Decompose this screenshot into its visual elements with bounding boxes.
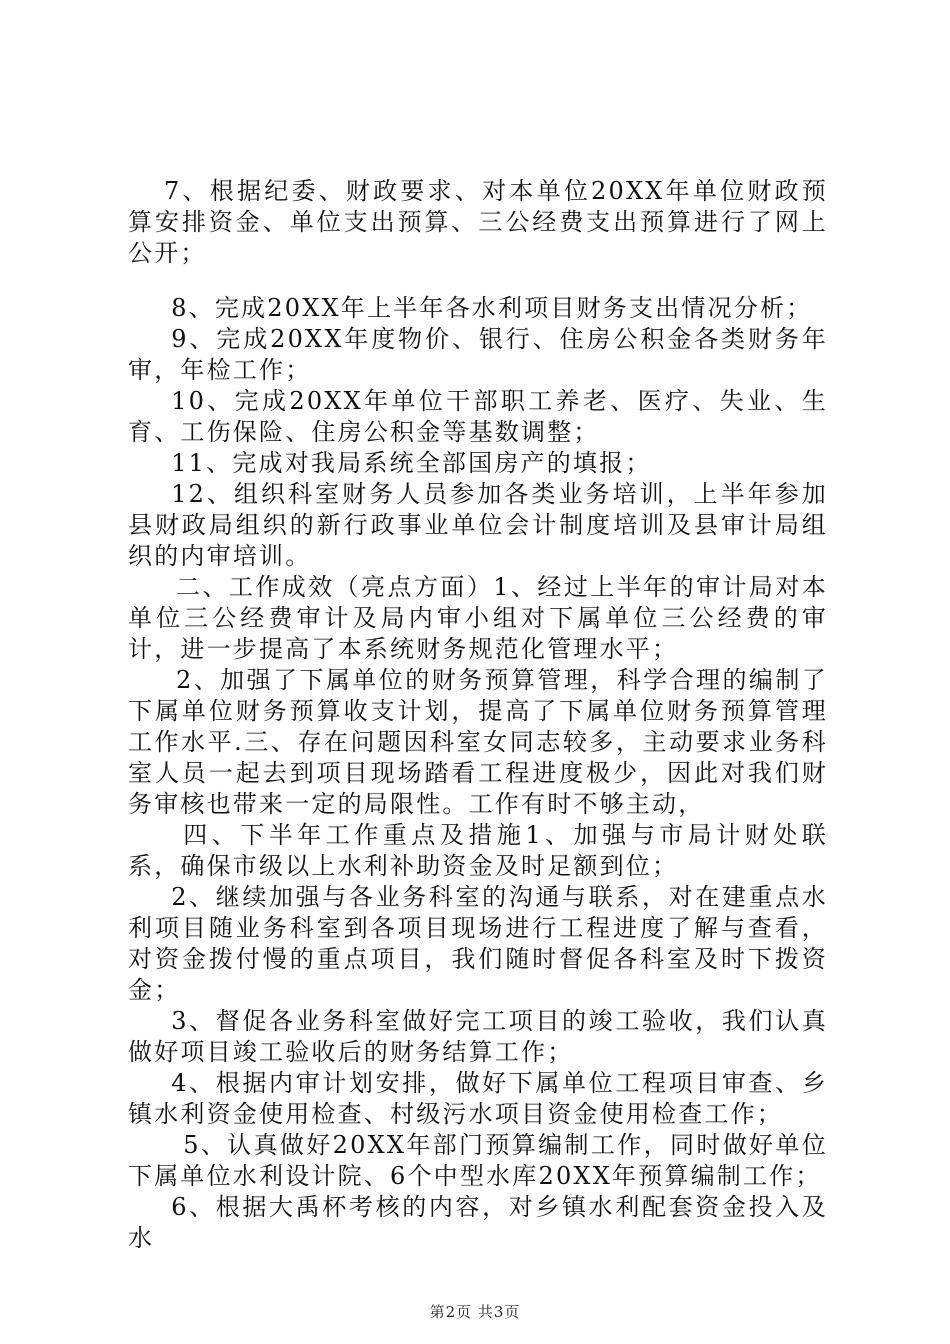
page-footer: 第2页 共3页 xyxy=(429,1303,521,1321)
paragraph-plan-6: 6、根据大禹杯考核的内容，对乡镇水利配套资金投入及水 xyxy=(128,1193,828,1252)
paragraph-item-10: 10、完成20XX年单位干部职工养老、医疗、失业、生育、工伤保险、住房公积金等基数调整； xyxy=(128,387,828,446)
paragraph-item-11: 11、完成对我局系统全部国房产的填报； xyxy=(171,449,652,477)
paragraph-item-12: 12、组织科室财务人员参加各类业务培训，上半年参加县财政局组织的新行政事业单位会计制度培训及县审计局组织的内审培训。 xyxy=(128,480,828,570)
paragraph-plan-4: 4、根据内审计划安排，做好下属单位工程项目审查、乡镇水利资金使用检查、村级污水项目资金使用检查工作； xyxy=(128,1069,828,1128)
paragraph-plan-5: 5、认真做好20XX年部门预算编制工作，同时做好单位下属单位水利设计院、6个中型水库20XX年预算编制工作； xyxy=(128,1131,828,1190)
document-body xyxy=(128,176,828,1254)
paragraph-section-plans: 四、下半年工作重点及措施1、加强与市局计财处联系，确保市级以上水利补助资金及时足额到位； xyxy=(128,821,828,880)
paragraph-section-results: 二、工作成效（亮点方面）1、经过上半年的审计局对本单位三公经费审计及局内审小组对下属单位三公经费的审计，进一步提高了本系统财务规范化管理水平； xyxy=(128,573,828,663)
paragraph-item-8: 8、完成20XX年上半年各水利项目财务支出情况分析； xyxy=(171,294,813,322)
paragraph-section-problems: 2、加强了下属单位的财务预算管理，科学合理的编制了下属单位财务预算收支计划，提高了下属单位财务预算管理工作水平.三、存在问题因科室女同志较多，主动要求业务科室人员一起去到项目现场踏看工程进度极少，因此对我们财务审核也带来一定的局限性。工作有时不够主动， xyxy=(128,666,828,818)
paragraph-item-7: 7、根据纪委、财政要求、对本单位20XX年单位财政预算安排资金、单位支出预算、三公经费支出预算进行了网上公开； xyxy=(128,177,828,267)
paragraph-item-9: 9、完成20XX年度物价、银行、住房公积金各类财务年审，年检工作； xyxy=(128,325,828,384)
paragraph-plan-3: 3、督促各业务科室做好完工项目的竣工验收，我们认真做好项目竣工验收后的财务结算工作； xyxy=(128,1007,828,1066)
paragraph-plan-2: 2、继续加强与各业务科室的沟通与联系，对在建重点水利项目随业务科室到各项目现场进行工程进度了解与查看，对资金拨付慢的重点项目，我们随时督促各科室及时下拨资金； xyxy=(128,883,828,1004)
